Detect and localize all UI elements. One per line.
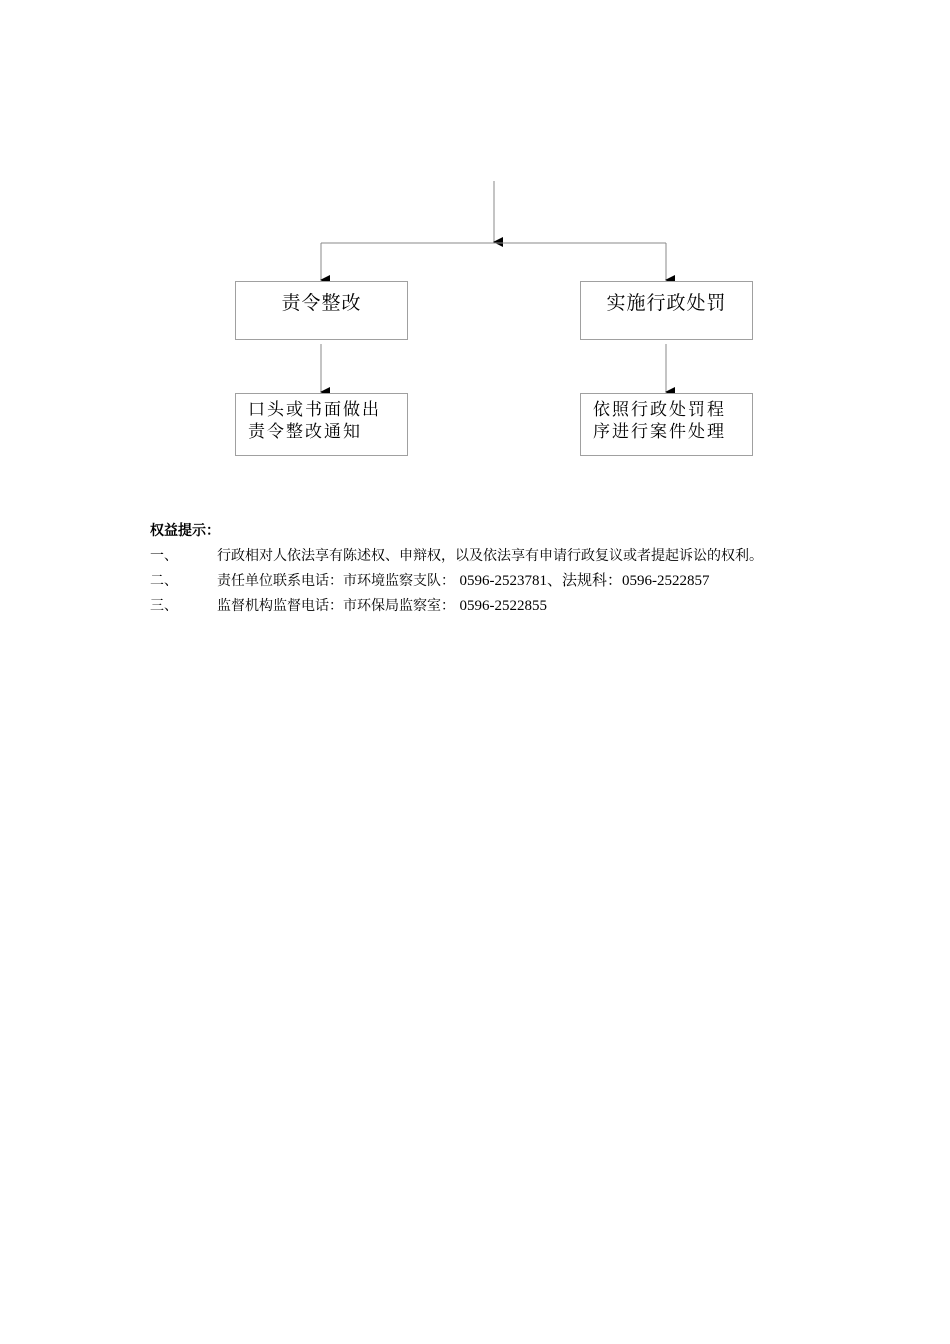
rights-notice-item-3 xyxy=(150,594,850,619)
rights-notice-item-1 xyxy=(150,544,850,569)
rights-notice-title: 权益提示： xyxy=(150,523,220,539)
flowchart-connectors xyxy=(0,0,950,480)
rights-notice-item-2-marker: 二、 xyxy=(150,573,178,589)
rights-notice-item-2-numbers: 0596-2523781、法规科：0596-2522857 xyxy=(459,573,710,589)
order-rectification-title: 责令整改 xyxy=(281,292,362,314)
rectification-notice-line1: 口头或书面做出 xyxy=(248,400,381,420)
rights-notice-item-1-text: 行政相对人依法享有陈述权、申辩权，以及依法享有申请行政复议或者提起诉讼的权利。 xyxy=(217,548,763,564)
rights-notice-item-2 xyxy=(150,569,850,594)
rights-notice-item-1-marker: 一、 xyxy=(150,548,178,564)
administrative-penalty-box xyxy=(580,281,753,340)
penalty-procedure-box xyxy=(580,393,753,456)
rights-notice-item-3-marker: 三、 xyxy=(150,598,178,614)
order-rectification-box xyxy=(235,281,408,340)
administrative-penalty-title: 实施行政处罚 xyxy=(606,292,727,314)
rights-notice-section xyxy=(150,520,850,619)
penalty-procedure-text xyxy=(581,394,752,443)
rectification-notice-box xyxy=(235,393,408,456)
rectification-notice-line2: 责令整改通知 xyxy=(248,422,362,442)
penalty-procedure-line2: 序进行案件处理 xyxy=(593,422,726,442)
rights-notice-item-3-numbers: 0596-2522855 xyxy=(459,598,547,614)
rights-notice-item-3-text: 监督机构监督电话：市环保局监察室： xyxy=(217,598,455,614)
penalty-procedure-line1: 依照行政处罚程 xyxy=(593,400,726,420)
rights-notice-item-2-text: 责任单位联系电话：市环境监察支队： xyxy=(217,573,455,589)
rectification-notice-text xyxy=(236,394,407,443)
